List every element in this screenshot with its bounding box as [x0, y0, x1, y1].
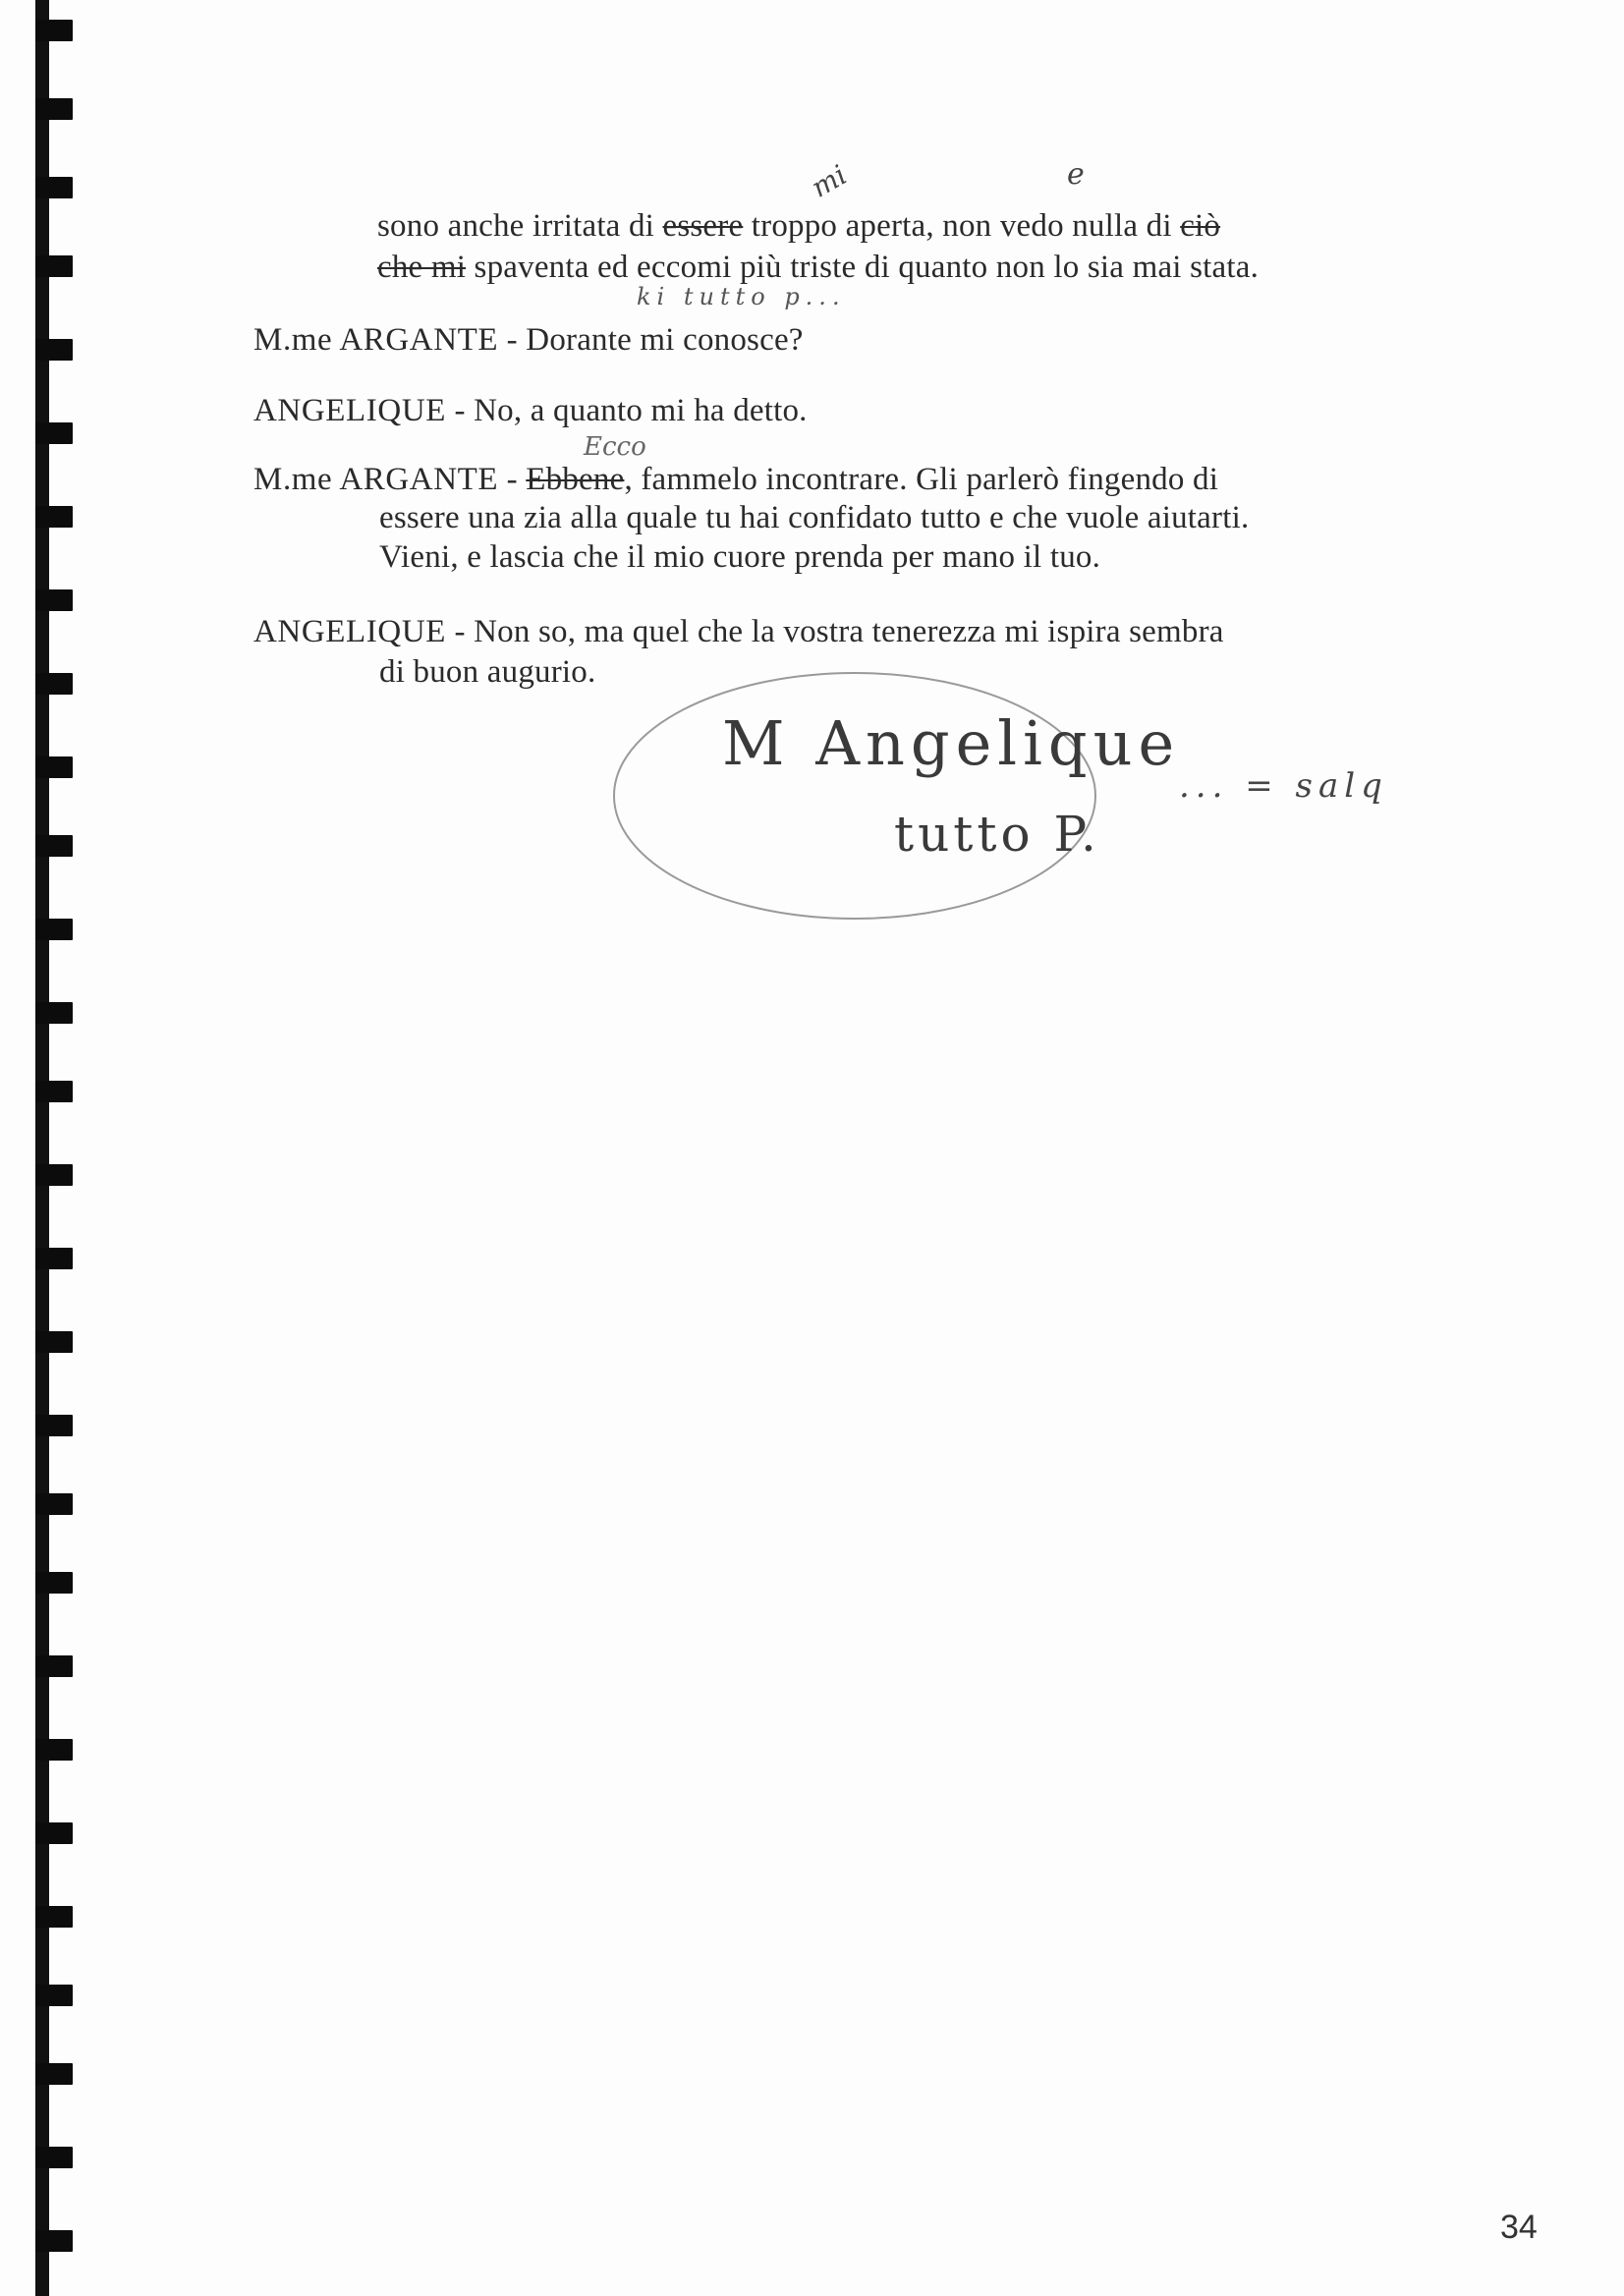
binding-tooth	[35, 1493, 73, 1515]
binding-tooth	[35, 1655, 73, 1677]
dialogue-continuation: Vieni, e lascia che il mio cuore prenda per mano il tuo.	[379, 539, 1101, 575]
binding-tooth	[35, 2230, 73, 2252]
speaker-name: M.me ARGANTE	[253, 462, 499, 497]
binding-tooth	[35, 1739, 73, 1761]
handwritten-note: e	[1067, 157, 1085, 192]
binding-tooth	[35, 98, 73, 120]
binding-tooth	[35, 919, 73, 940]
handwritten-note: ki tutto p...	[637, 283, 846, 310]
page-number: 34	[1500, 2209, 1538, 2246]
binding-tooth	[35, 1415, 73, 1436]
text-segment: sono anche irritata di	[377, 208, 663, 244]
binding-tooth	[35, 835, 73, 857]
circled-annotation-outline	[599, 658, 1149, 933]
binding-tooth	[35, 1985, 73, 2006]
handwritten-note: Ecco	[584, 432, 646, 462]
binding-tooth	[35, 1331, 73, 1353]
dialogue-text: , fammelo incontrare. Gli parlerò fingendo di	[624, 462, 1219, 497]
binding-tooth	[35, 1002, 73, 1024]
binding-tooth	[35, 177, 73, 198]
dialogue-text: -	[498, 462, 527, 497]
body-line-1	[377, 208, 1220, 245]
speaker-name: ANGELIQUE	[253, 614, 447, 649]
binding-tooth	[35, 506, 73, 528]
binding-tooth	[35, 2147, 73, 2168]
binding-tooth	[35, 255, 73, 277]
struck-word: essere	[662, 208, 744, 244]
binding-tooth	[35, 1081, 73, 1102]
struck-word: che mi	[377, 250, 467, 285]
binding-tooth	[35, 20, 73, 41]
binding-tooth	[35, 422, 73, 444]
binding-tooth	[35, 589, 73, 611]
dialogue-continuation: essere una zia alla quale tu hai confidato tutto e che vuole aiutarti.	[379, 500, 1250, 535]
text-segment: troppo aperta, non vedo nulla di	[743, 208, 1181, 244]
struck-word: Ebbene	[526, 462, 625, 497]
handwritten-note: ... = salq	[1179, 766, 1388, 806]
handwritten-note: M Angelique	[722, 707, 1181, 779]
dialogue-line	[253, 322, 804, 359]
spiral-binding	[29, 0, 88, 2296]
dialogue-line	[253, 393, 808, 429]
binding-tooth	[35, 756, 73, 778]
dialogue-continuation: di buon augurio.	[379, 654, 596, 690]
binding-tooth	[35, 1164, 73, 1186]
binding-tooth	[35, 1822, 73, 1844]
dialogue-text: - Non so, ma quel che la vostra tenerezza mi ispira sembra	[446, 614, 1224, 649]
binding-tooth	[35, 673, 73, 695]
dialogue-text: - Dorante mi conosce?	[498, 322, 804, 358]
binding-tooth	[35, 339, 73, 361]
binding-tooth	[35, 2063, 73, 2085]
handwritten-note: mi	[806, 158, 853, 204]
handwritten-note: tutto P.	[894, 806, 1100, 863]
speaker-name: M.me ARGANTE	[253, 322, 499, 358]
dialogue-text: - No, a quanto mi ha detto.	[446, 393, 808, 428]
binding-tooth	[35, 1906, 73, 1928]
struck-word: ciò	[1180, 208, 1221, 244]
dialogue-line	[253, 614, 1224, 650]
binding-tooth	[35, 1572, 73, 1594]
speaker-name: ANGELIQUE	[253, 393, 447, 428]
binding-tooth	[35, 1248, 73, 1269]
text-segment: ed eccomi più triste di quanto non lo sia mai stata.	[597, 250, 1260, 285]
body-line-2	[377, 250, 1259, 286]
text-segment: spaventa	[466, 250, 598, 285]
dialogue-line	[253, 462, 1218, 498]
